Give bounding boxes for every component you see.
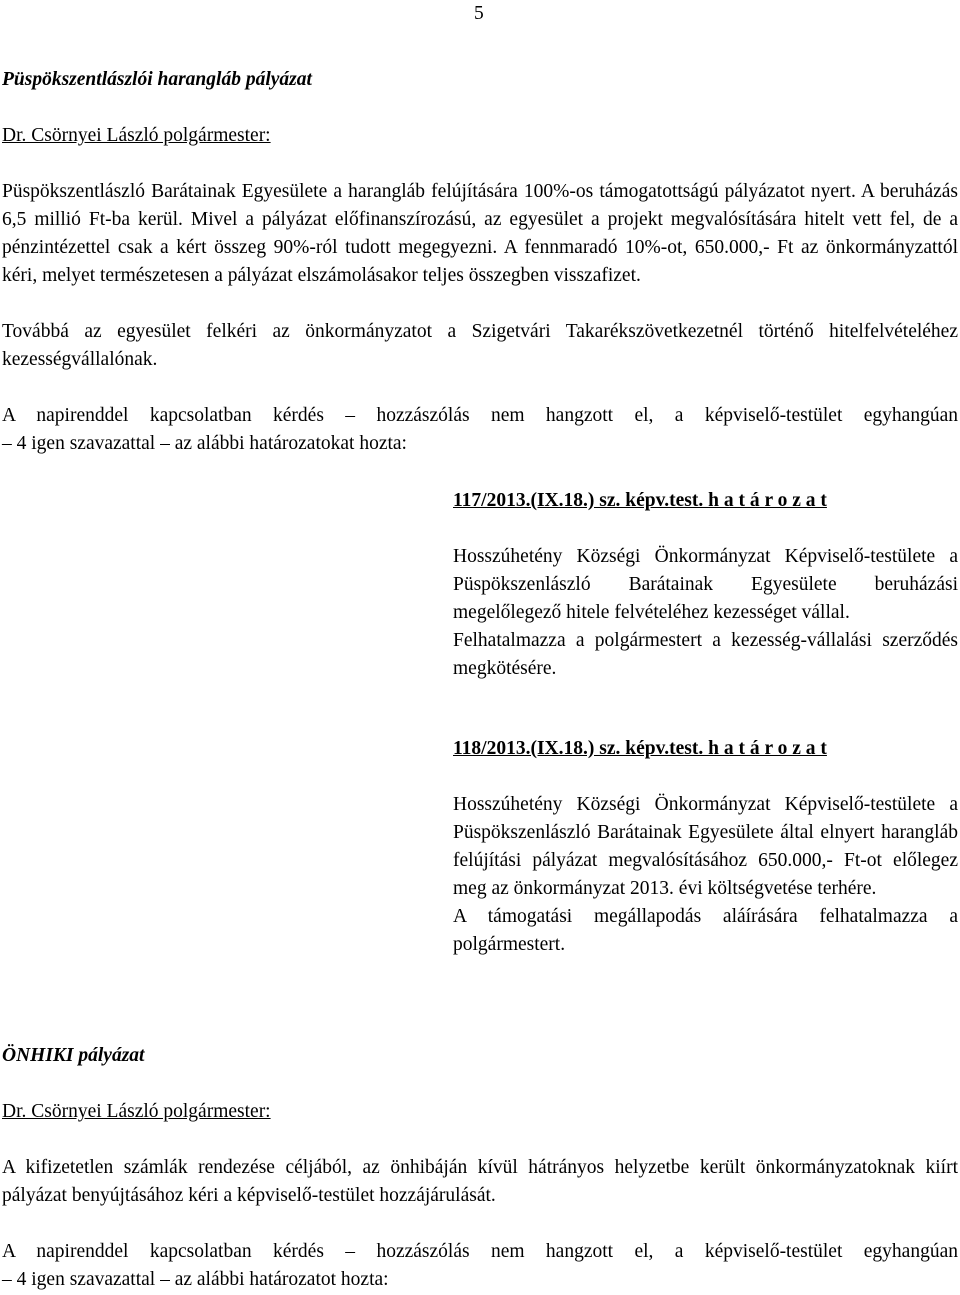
page-number: 5: [474, 3, 484, 24]
decision-117: [453, 487, 958, 683]
vote-line-2: – 4 igen szavazattal – az alábbi határozatokat hozta:: [2, 433, 407, 454]
decision-text: Hosszúhetény Községi Önkormányzat Képviselő-testülete a Püspökszenlászló Barátainak Egyesülete beruházási megelőlegező hitele felvételéhez kezességet vállal.: [453, 546, 958, 623]
vote-line-1: A napirenddel kapcsolatban kérdés – hozzászólás nem hangzott el, a képviselő-testület egyhangúan: [2, 405, 958, 426]
paragraph-onhiki-request: A kifizetetlen számlák rendezése céljából, az önhibáján kívül hátrányos helyzetbe került önkormányzatoknak kiírt pályázat benyújtásához kéri a képviselő-testület hozzájárulását.: [2, 1157, 958, 1206]
decision-id: 117/2013.(IX.18.) sz. képv.test. h a t á r o z a t: [453, 490, 827, 511]
speaker-label: Dr. Csörnyei László polgármester:: [2, 1101, 271, 1122]
vote-statement: [2, 402, 958, 458]
vote-line-1: A napirenddel kapcsolatban kérdés – hozzászólás nem hangzott el, a képviselő-testület egyhangúan: [2, 1241, 958, 1262]
decision-text-authorization: Felhatalmazza a polgármestert a kezesség-vállalási szerződés megkötésére.: [453, 630, 958, 679]
decision-118: [453, 735, 958, 959]
section-heading-harangláb: Püspökszentlászlói harangláb pályázat: [2, 69, 312, 90]
decision-id: 118/2013.(IX.18.) sz. képv.test. h a t á r o z a t: [453, 738, 827, 759]
paragraph-project-description: Püspökszentlászló Barátainak Egyesülete a harangláb felújítására 100%-os támogatottságú pályázatot nyert. A beruházás 6,5 millió Ft-ba kerül. Mivel a pályázat előfinanszírozású, az egyesület a projekt megvalósítására hitelt vett fel, de a pénzintézettel csak a kért összeg 90%-ról tudott megegyezni. A fennmaradó 10%-ot, 650.000,- Ft az önkormányzattól kéri, melyet természetesen a pályázat elszámolásakor teljes összegben visszafizet.: [2, 181, 958, 286]
decision-text: Hosszúhetény Községi Önkormányzat Képviselő-testülete a Püspökszenlászló Barátainak Egyesülete által elnyert harangláb felújítási pályázat megvalósításához 650.000,- Ft-ot előlegez meg az önkormányzat 2013. évi költségvetése terhére.: [453, 794, 958, 899]
speaker-label: Dr. Csörnyei László polgármester:: [2, 125, 271, 146]
section-heading-onhiki: ÖNHIKI pályázat: [2, 1045, 145, 1066]
vote-statement: [2, 1238, 958, 1294]
vote-line-2: – 4 igen szavazattal – az alábbi határozatot hozta:: [2, 1269, 389, 1290]
paragraph-guarantee-request: Továbbá az egyesület felkéri az önkormányzatot a Szigetvári Takarékszövetkezetnél történő hitelfelvételéhez kezességvállalónak.: [2, 321, 958, 370]
decision-text-authorization: A támogatási megállapodás aláírására felhatalmazza a polgármestert.: [453, 906, 958, 955]
